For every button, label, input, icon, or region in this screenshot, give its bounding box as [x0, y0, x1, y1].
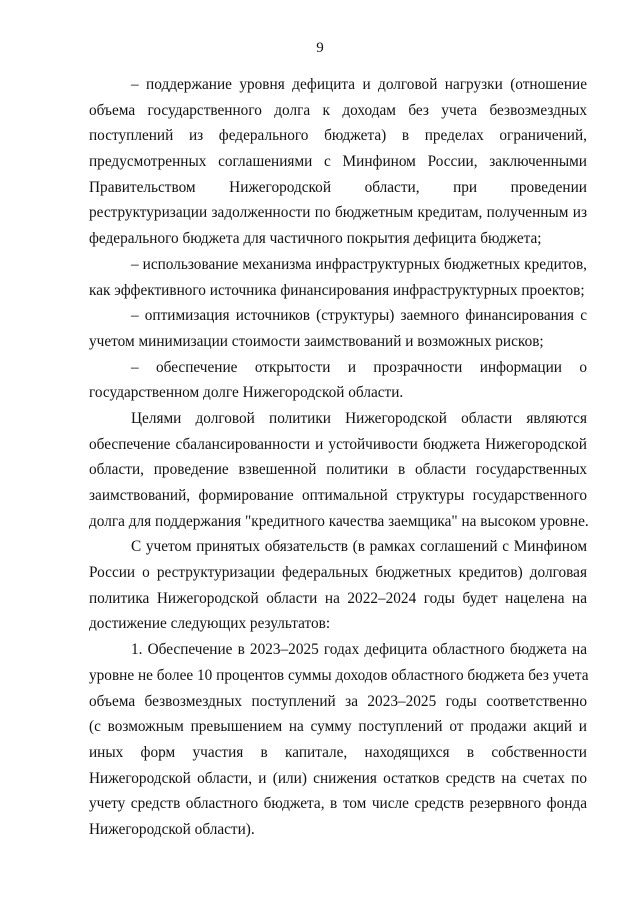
paragraph [89, 72, 587, 252]
text-line: России о реструктуризации федеральных бюджетных кредитов) долговая [89, 564, 587, 582]
text-line: объема государственного долга к доходам без учета безвозмездных [89, 101, 587, 119]
text-line: долга для поддержания "кредитного качества заемщика" на высоком уровне. [89, 512, 589, 530]
text-line: (с возможным превышением на сумму поступлений от продажи акций и [89, 718, 587, 736]
text-line: 1. Обеспечение в 2023–2025 годах дефицита областного бюджета на [131, 641, 587, 659]
paragraph [89, 252, 587, 303]
text-line: – обеспечение открытости и прозрачности информации о [131, 358, 587, 376]
text-line: – поддержание уровня дефицита и долговой нагрузки (отношение [131, 76, 587, 93]
text-line: Правительством Нижегородской области, при проведении [89, 178, 587, 196]
text-line: Целями долговой политики Нижегородской области являются [131, 409, 587, 427]
text-line: уровне не более 10 процентов суммы доходов областного бюджета без учета [89, 666, 589, 684]
text-line: предусмотренных соглашениями с Минфином России, заключенными [89, 153, 587, 171]
text-line: федерального бюджета для частичного покрытия дефицита бюджета; [89, 230, 542, 248]
text-line: Нижегородской области, и (или) снижения остатков средств на счетах по [89, 769, 587, 787]
text-line: С учетом принятых обязательств (в рамках соглашений с Минфином [131, 538, 587, 556]
text-line: учету средств областного бюджета, в том числе средств резервного фонда [89, 795, 587, 813]
text-line: обеспечение сбалансированности и устойчивости бюджета Нижегородской [89, 435, 587, 453]
text-line: как эффективного источника финансирования инфраструктурных проектов; [89, 281, 585, 299]
text-line: – оптимизация источников (структуры) заемного финансирования с [131, 307, 587, 325]
text-line: учетом минимизации стоимости заимствований и возможных рисков; [89, 332, 544, 350]
page-number: 9 [316, 40, 324, 56]
text-line: – использование механизма инфраструктурных бюджетных кредитов, [131, 255, 587, 273]
text-line: реструктуризации задолженности по бюджетным кредитам, полученным из [89, 204, 587, 222]
paragraph [89, 303, 587, 354]
text-line: заимствований, формирование оптимальной структуры государственного [89, 487, 587, 504]
text-line: поступлений из федерального бюджета) в пределах ограничений, [89, 127, 587, 145]
text-line: политика Нижегородской области на 2022–2024 годы будет нацелена на [89, 589, 587, 607]
paragraph [89, 534, 587, 637]
text-line: иных форм участия в капитале, находящихся в собственности [89, 743, 587, 761]
text-line: Нижегородской области). [89, 820, 255, 838]
text-line: области, проведение взвешенной политики в области государственных [89, 461, 587, 479]
paragraph [89, 355, 587, 406]
document-body [89, 72, 587, 843]
text-line: достижение следующих результатов: [89, 615, 331, 633]
text-line: государственном долге Нижегородской области. [89, 384, 404, 402]
paragraph [89, 637, 587, 843]
paragraph [89, 406, 587, 534]
text-line: объема безвозмездных поступлений за 2023–2025 годы соответственно [89, 692, 587, 710]
